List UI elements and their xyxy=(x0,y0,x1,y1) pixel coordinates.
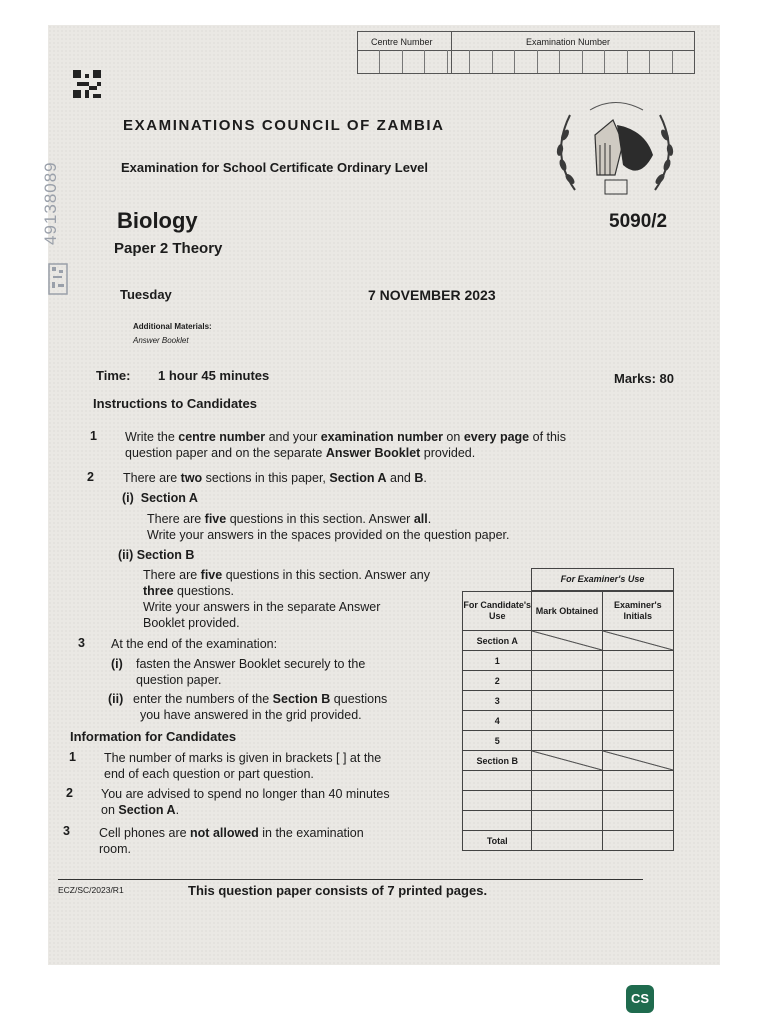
candidate-number-grid xyxy=(357,31,695,74)
initials-cell[interactable] xyxy=(602,711,673,731)
row-label: Section B xyxy=(463,751,532,771)
additional-materials-label: Additional Materials: xyxy=(133,322,212,331)
mark-cell[interactable] xyxy=(532,771,602,791)
footer-code: ECZ/SC/2023/R1 xyxy=(58,885,124,895)
info-3-number: 3 xyxy=(63,824,70,838)
mark-cell[interactable] xyxy=(532,671,602,691)
initials-cell[interactable] xyxy=(602,671,673,691)
initials-cell[interactable] xyxy=(602,771,673,791)
paper-title: Paper 2 Theory xyxy=(114,240,223,257)
info-1-number: 1 xyxy=(69,750,76,764)
initials-cell[interactable] xyxy=(602,651,673,671)
instructions-heading: Instructions to Candidates xyxy=(93,396,257,411)
info-3: Cell phones are not allowed in the examination room. xyxy=(99,826,364,856)
examiner-use-table xyxy=(462,568,674,856)
time-value: 1 hour 45 minutes xyxy=(158,368,270,383)
instruction-2: There are two sections in this paper, Section A and B. xyxy=(123,471,427,485)
examiner-grid xyxy=(462,591,674,851)
section-b-text: There are five questions in this section. Answer any three questions. Write your answers in the separate Answer Booklet provided. xyxy=(143,568,430,630)
initials-cell[interactable] xyxy=(602,751,673,771)
section-b-heading: (ii) Section B xyxy=(118,548,195,562)
centre-number-label: Centre Number xyxy=(371,37,433,47)
mark-cell[interactable] xyxy=(532,651,602,671)
instruction-3ii: enter the numbers of the Section B questions you have answered in the grid provided. xyxy=(133,692,388,722)
info-2-number: 2 xyxy=(66,786,73,800)
total-initials-cell[interactable] xyxy=(602,831,673,851)
instruction-1: Write the centre number and your examination number on every page of this question paper and on the separate Answer Booklet provided. xyxy=(125,430,566,460)
row-label: 3 xyxy=(463,691,532,711)
mark-cell[interactable] xyxy=(532,711,602,731)
col-candidate-use: For Candidate's Use xyxy=(463,592,532,631)
exam-level: Examination for School Certificate Ordinary Level xyxy=(121,160,429,175)
instruction-1-number: 1 xyxy=(90,429,97,443)
row-label: Section A xyxy=(463,631,532,651)
row-label: 2 xyxy=(463,671,532,691)
mark-cell[interactable] xyxy=(532,631,602,651)
section-a-heading: (i) Section A xyxy=(122,491,198,505)
info-1: The number of marks is given in brackets [ ] at the end of each question or part question. xyxy=(104,751,382,781)
time-label: Time: xyxy=(96,368,131,383)
row-label[interactable] xyxy=(463,791,532,811)
qr-code-icon xyxy=(73,70,101,98)
col-mark-obtained: Mark Obtained xyxy=(532,592,602,631)
mark-cell[interactable] xyxy=(532,751,602,771)
footer-divider xyxy=(58,879,643,880)
row-label[interactable] xyxy=(463,771,532,791)
council-title: EXAMINATIONS COUNCIL OF ZAMBIA xyxy=(123,117,445,134)
mark-cell[interactable] xyxy=(532,691,602,711)
exam-date: 7 NOVEMBER 2023 xyxy=(368,287,496,303)
row-total-label: Total xyxy=(463,831,532,851)
mark-cell[interactable] xyxy=(532,811,602,831)
examiner-table-title: For Examiner's Use xyxy=(531,568,674,591)
additional-materials: Answer Booklet xyxy=(133,336,189,345)
mark-cell[interactable] xyxy=(532,791,602,811)
scanner-app-badge-icon: CS xyxy=(626,985,654,1013)
col-examiner-initials: Examiner's Initials xyxy=(602,592,673,631)
section-a-text: There are five questions in this section. Answer all. Write your answers in the spaces provided on the question paper. xyxy=(147,512,510,542)
total-mark-cell[interactable] xyxy=(532,831,602,851)
row-label: 4 xyxy=(463,711,532,731)
mark-cell[interactable] xyxy=(532,731,602,751)
information-heading: Information for Candidates xyxy=(70,729,237,744)
subject-title: Biology xyxy=(117,208,198,233)
number-cells xyxy=(358,50,694,73)
initials-cell[interactable] xyxy=(602,731,673,751)
initials-cell[interactable] xyxy=(602,811,673,831)
initials-cell[interactable] xyxy=(602,631,673,651)
serial-number: 49138089 xyxy=(41,161,60,245)
barcode-icon xyxy=(47,262,69,296)
row-label: 1 xyxy=(463,651,532,671)
examination-number-label: Examination Number xyxy=(526,37,611,47)
row-label: 5 xyxy=(463,731,532,751)
initials-cell[interactable] xyxy=(602,791,673,811)
exam-day: Tuesday xyxy=(120,287,172,302)
instruction-3-number: 3 xyxy=(78,636,85,650)
info-2: You are advised to spend no longer than 40 minutes on Section A. xyxy=(101,787,390,817)
total-marks: Marks: 80 xyxy=(614,371,674,386)
coat-of-arms-icon xyxy=(545,95,685,205)
instruction-2-number: 2 xyxy=(87,470,94,484)
footer-note: This question paper consists of 7 printed pages. xyxy=(188,883,488,898)
instruction-3: At the end of the examination: xyxy=(111,637,278,651)
instruction-3i: fasten the Answer Booklet securely to the question paper. xyxy=(136,657,366,687)
instruction-3i-label: (i) xyxy=(111,657,123,671)
initials-cell[interactable] xyxy=(602,691,673,711)
grid-labels xyxy=(358,32,694,51)
row-label[interactable] xyxy=(463,811,532,831)
instruction-3ii-label: (ii) xyxy=(108,692,124,706)
paper-code: 5090/2 xyxy=(609,211,668,232)
